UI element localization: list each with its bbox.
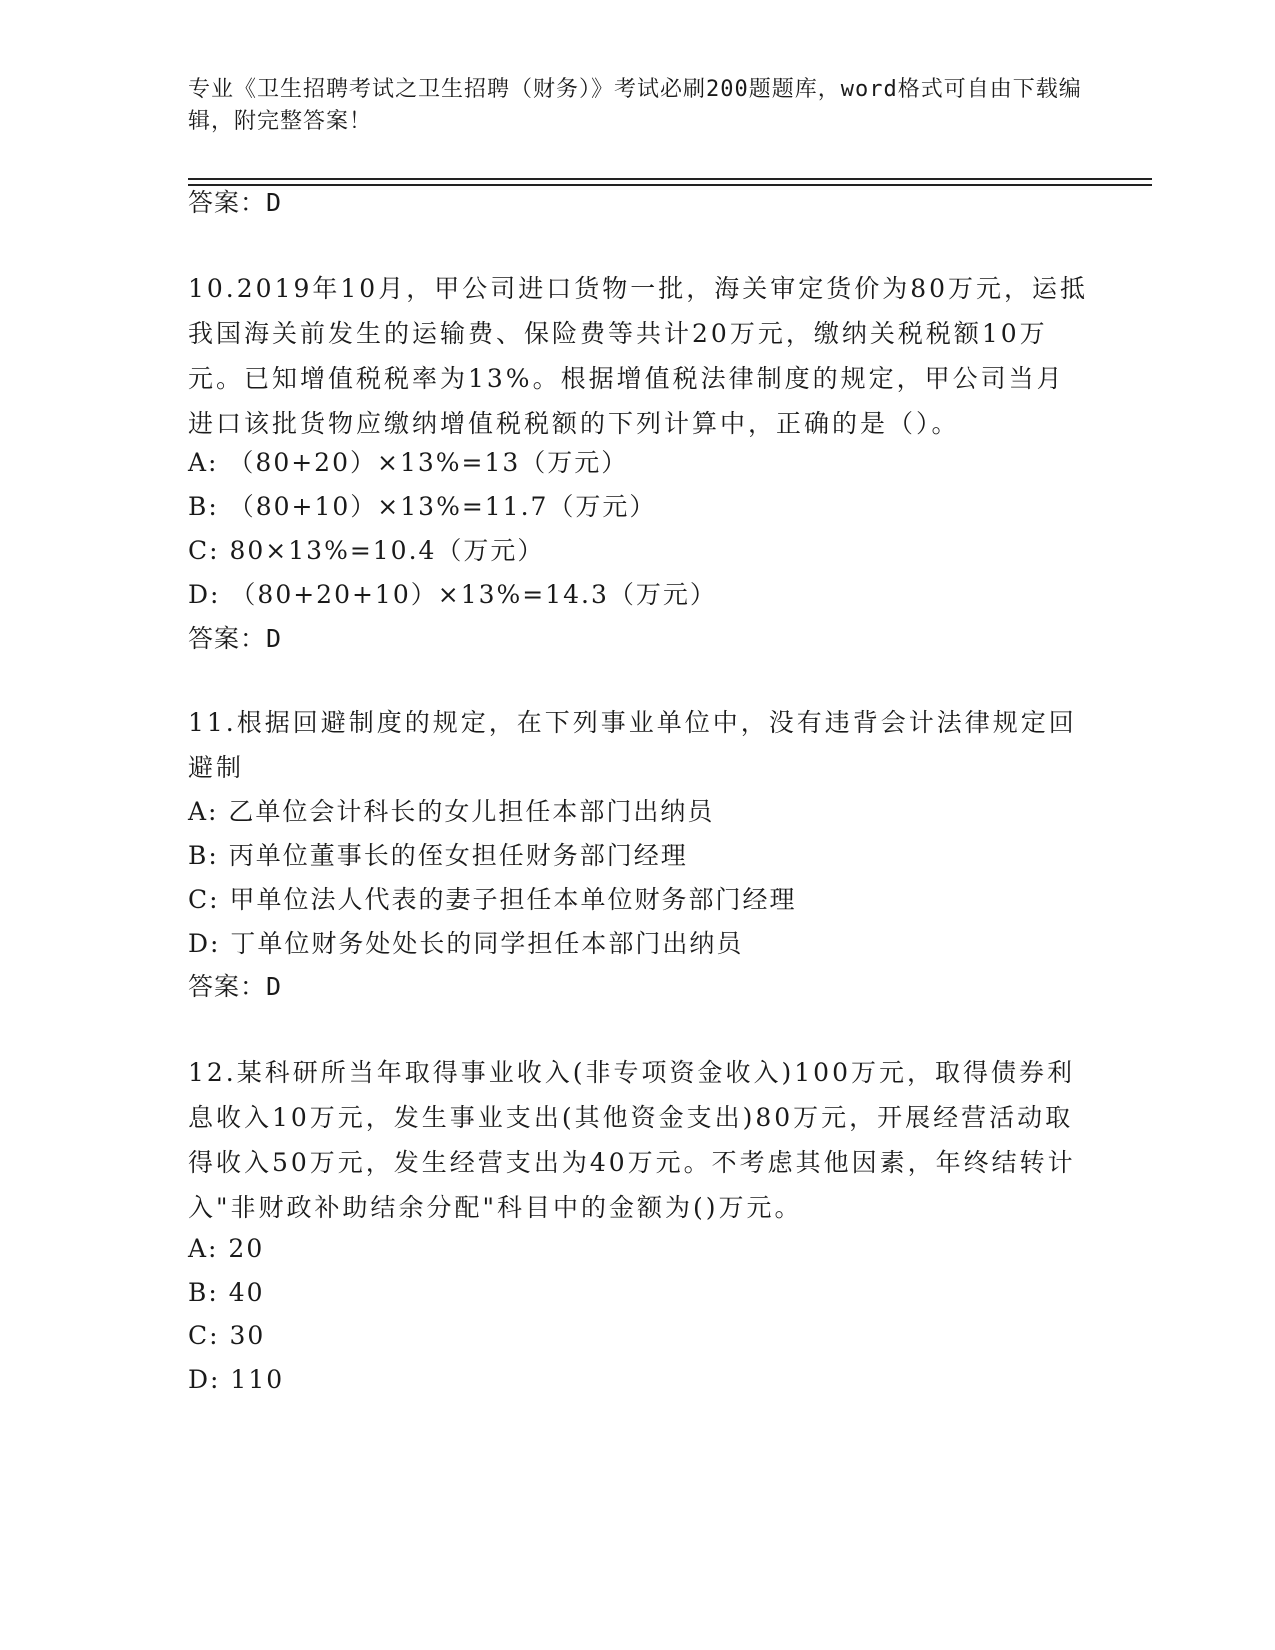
question-11-answer: 答案：D xyxy=(188,972,283,1001)
question-10-option-a: A: （80+20）×13%=13（万元） xyxy=(188,448,629,477)
question-11-option-c: C: 甲单位法人代表的妻子担任本单位财务部门经理 xyxy=(188,885,797,914)
question-11-option-d: D: 丁单位财务处处长的同学担任本部门出纳员 xyxy=(188,929,744,958)
question-10-option-c: C: 80×13%=10.4（万元） xyxy=(188,536,545,565)
question-11-stem: 11.根据回避制度的规定，在下列事业单位中，没有违背会计法律规定回避制 xyxy=(188,708,1077,782)
question-11-option-b: B: 丙单位董事长的侄女担任财务部门经理 xyxy=(188,841,688,870)
answer-line: 答案：D xyxy=(188,188,283,217)
question-10-option-b: B: （80+10）×13%=11.7（万元） xyxy=(188,492,657,521)
question-12-option-c: C: 30 xyxy=(188,1321,266,1350)
question-12-option-b: B: 40 xyxy=(188,1278,265,1307)
question-11-option-a: A: 乙单位会计科长的女儿担任本部门出纳员 xyxy=(188,797,715,826)
question-12-stem: 12.某科研所当年取得事业收入(非专项资金收入)100万元，取得债券利息收入10万元，发生事业支出(其他资金支出)80万元，开展经营活动取得收入50万元，发生经营支出为40万元。不考虑其他因素，年终结转计入"非财政补助结余分配"科目中的金额为()万元。 xyxy=(188,1058,1076,1222)
question-10-answer: 答案：D xyxy=(188,624,283,653)
question-12-option-a: A: 20 xyxy=(188,1234,265,1263)
question-12-option-d: D: 110 xyxy=(188,1365,285,1394)
document-header: 专业《卫生招聘考试之卫生招聘（财务）》考试必刷200题题库，word格式可自由下载编辑，附完整答案！ xyxy=(188,77,1082,134)
question-10-option-d: D: （80+20+10）×13%=14.3（万元） xyxy=(188,580,717,609)
question-10-stem: 10.2019年10月，甲公司进口货物一批，海关审定货价为80万元，运抵我国海关前发生的运输费、保险费等共计20万元，缴纳关税税额10万元。已知增值税税率为13%。根据增值税法律制度的规定，甲公司当月进口该批货物应缴纳增值税税额的下列计算中，正确的是（）。 xyxy=(188,274,1089,438)
header-divider-2 xyxy=(188,184,1152,186)
header-divider xyxy=(188,178,1152,180)
